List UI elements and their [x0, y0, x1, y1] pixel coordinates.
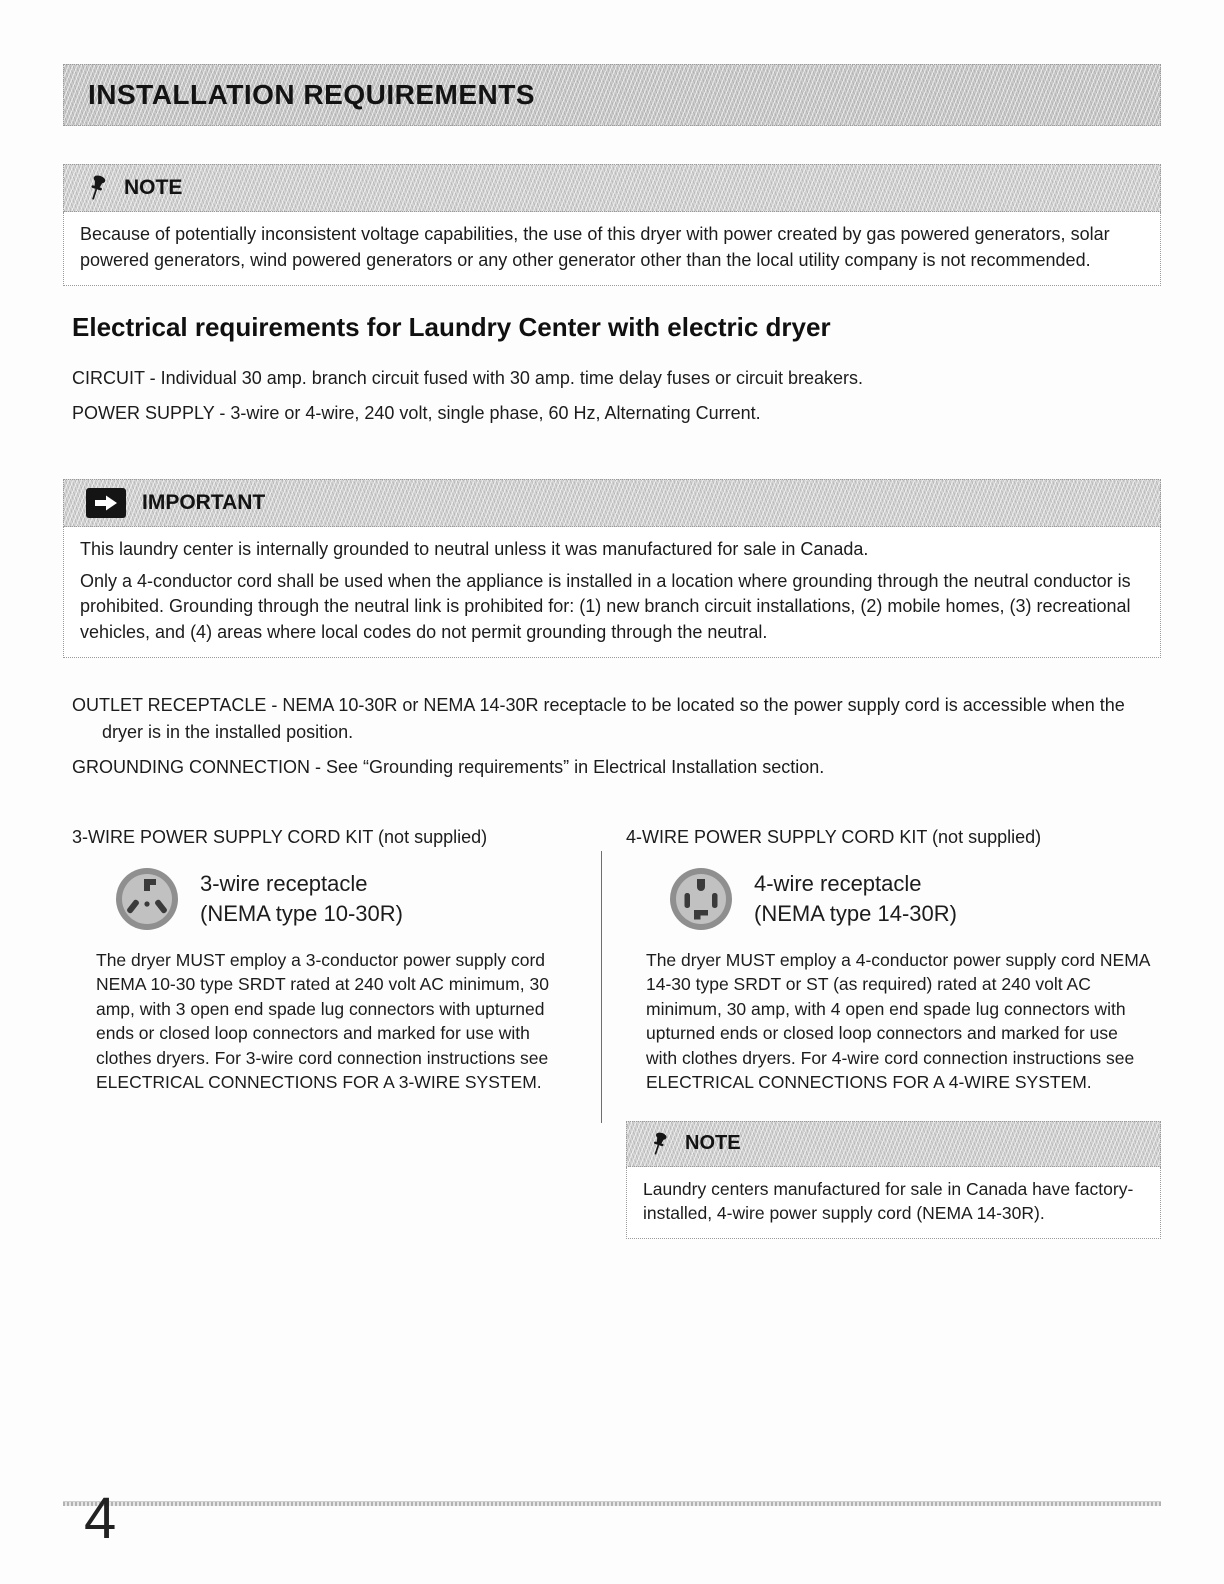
important-body: [63, 527, 1161, 658]
important-text-2: Only a 4-conductor cord shall be used when the appliance is installed in a location where grounding through the neutral conductor is prohibited. Grounding through the neutral link is prohibited for: (1) new branch circuit installations, (2) mobile homes, (3) recreational vehicles, and (4) areas where local codes do not permit grounding through the neutral.: [80, 570, 1131, 642]
pushpin-icon: [649, 1131, 669, 1157]
receptacle-4wire-type: (NEMA type 14-30R): [754, 900, 957, 926]
receptacle-4wire-label: [754, 869, 957, 928]
important-text-1: This laundry center is internally grounded to neutral unless it was manufactured for sale in Canada.: [80, 539, 869, 560]
note-canada-header: [626, 1121, 1161, 1167]
note-canada-label: NOTE: [685, 1132, 741, 1155]
power-supply-spec: POWER SUPPLY - 3-wire or 4-wire, 240 volt, single phase, 60 Hz, Alternating Current.: [72, 403, 761, 424]
receptacle-3wire-name: 3-wire receptacle: [200, 870, 368, 896]
section-banner: [63, 64, 1161, 126]
column-divider: [601, 851, 602, 1123]
receptacle-4wire-row: [668, 866, 1161, 932]
note-canada-body: [626, 1167, 1161, 1239]
note-block-generators: [63, 164, 1161, 286]
cord-kit-4wire-text: The dryer MUST employ a 4-conductor power supply cord NEMA 14-30 type SRDT or ST (as required) rated at 240 volt AC minimum, 30 amp, with 4 open end spade lug connectors with upturned ends or closed loop connectors and marked for use with clothes dryers. For 4-wire cord connection instructions see ELECTRICAL CONNECTIONS FOR A 4-WIRE SYSTEM.: [646, 949, 1150, 1093]
receptacle-3wire-icon: [114, 866, 180, 932]
important-header: [63, 479, 1161, 527]
note-label: NOTE: [124, 176, 183, 199]
page-footer: [0, 1454, 1224, 1584]
receptacle-3wire-label: [200, 869, 403, 928]
note-canada-text: Laundry centers manufactured for sale in Canada have factory-installed, 4-wire power supply cord (NEMA 14-30R).: [643, 1178, 1134, 1224]
receptacle-3wire-type: (NEMA type 10-30R): [200, 900, 403, 926]
receptacle-3wire-row: [114, 866, 577, 932]
arrow-right-icon: [86, 488, 126, 518]
note-header: [63, 164, 1161, 212]
section-banner-title: INSTALLATION REQUIREMENTS: [88, 79, 536, 110]
grounding-connection-spec: GROUNDING CONNECTION - See “Grounding requirements” in Electrical Installation section.: [72, 757, 825, 778]
pushpin-icon: [86, 174, 108, 202]
important-label: IMPORTANT: [142, 491, 266, 515]
receptacle-4wire-icon: [668, 866, 734, 932]
note-body: [63, 212, 1161, 286]
cord-kit-4wire-column: [626, 825, 1161, 1238]
important-block: [63, 479, 1161, 658]
outlet-receptacle-spec: OUTLET RECEPTACLE - NEMA 10-30R or NEMA 14-30R receptacle to be located so the power supply cord is accessible when the dryer is in the installed position.: [72, 695, 1125, 743]
footer-rule: [63, 1501, 1161, 1506]
note-text: Because of potentially inconsistent voltage capabilities, the use of this dryer with power created by gas powered generators, solar powered generators, wind powered generators or any other generator other than the local utility company is not recommended.: [80, 224, 1110, 270]
note-block-canada: [626, 1121, 1161, 1239]
cord-kit-3wire-column: [72, 825, 577, 1238]
electrical-requirements-heading: Electrical requirements for Laundry Center with electric dryer: [72, 312, 831, 343]
cord-kit-4wire-header: 4-WIRE POWER SUPPLY CORD KIT (not supplied): [626, 827, 1042, 848]
cord-kit-3wire-text: The dryer MUST employ a 3-conductor power supply cord NEMA 10-30 type SRDT rated at 240 volt AC minimum, 30 amp, with 3 open end spade lug connectors with upturned ends or closed loop connectors and marked for use with clothes dryers. For 3-wire cord connection instructions see ELECTRICAL CONNECTIONS FOR A 3-WIRE SYSTEM.: [96, 949, 549, 1093]
cord-kit-columns: [63, 825, 1161, 1238]
circuit-spec: CIRCUIT - Individual 30 amp. branch circuit fused with 30 amp. time delay fuses or circuit breakers.: [72, 368, 863, 389]
receptacle-4wire-name: 4-wire receptacle: [754, 870, 922, 896]
page-number: 4: [84, 1486, 117, 1551]
cord-kit-3wire-header: 3-WIRE POWER SUPPLY CORD KIT (not supplied): [72, 827, 488, 848]
